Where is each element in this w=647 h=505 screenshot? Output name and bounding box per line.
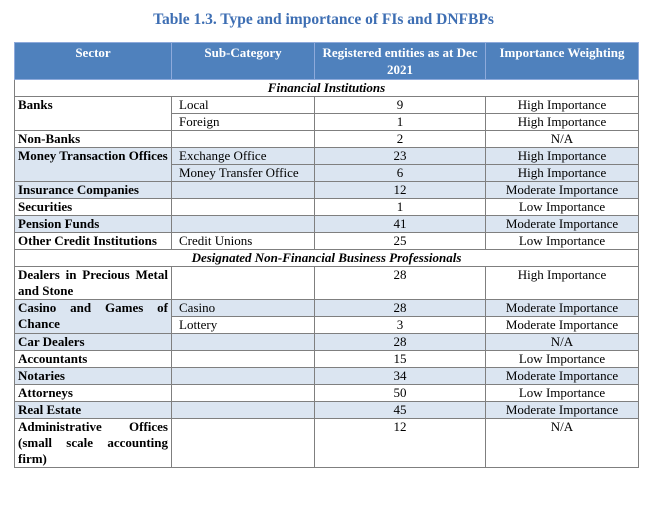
sub-category-cell <box>172 419 315 468</box>
count-cell: 28 <box>315 300 486 317</box>
header-importance-weighting: Importance Weighting <box>486 43 639 80</box>
table-row <box>15 351 639 368</box>
importance-cell: High Importance <box>486 97 639 114</box>
sub-category-cell: Foreign <box>172 114 315 131</box>
sector-cell: Money Transaction Offices <box>15 148 172 182</box>
sector-cell: Securities <box>15 199 172 216</box>
table-row <box>15 216 639 233</box>
sub-category-cell <box>172 199 315 216</box>
table-row <box>15 402 639 419</box>
sub-category-cell <box>172 334 315 351</box>
importance-cell: Moderate Importance <box>486 317 639 334</box>
sector-cell: Other Credit Institutions <box>15 233 172 250</box>
sector-cell: Banks <box>15 97 172 131</box>
table-row <box>15 419 639 468</box>
count-cell: 15 <box>315 351 486 368</box>
table-row <box>15 233 639 250</box>
header-sub-category: Sub-Category <box>172 43 315 80</box>
table-row <box>15 385 639 402</box>
table-row <box>15 131 639 148</box>
sector-cell: Car Dealers <box>15 334 172 351</box>
table-title: Table 1.3. Type and importance of FIs and DNFBPs <box>153 11 494 28</box>
section-label: Financial Institutions <box>15 80 639 97</box>
sub-category-cell: Local <box>172 97 315 114</box>
sector-cell: Notaries <box>15 368 172 385</box>
count-cell: 28 <box>315 267 486 300</box>
sub-category-cell <box>172 216 315 233</box>
importance-cell: N/A <box>486 334 639 351</box>
table-row <box>15 148 639 165</box>
sector-cell: Insurance Companies <box>15 182 172 199</box>
table-row <box>15 334 639 351</box>
importance-cell: Moderate Importance <box>486 368 639 385</box>
count-cell: 28 <box>315 334 486 351</box>
count-cell: 12 <box>315 419 486 468</box>
importance-cell: Moderate Importance <box>486 182 639 199</box>
sector-cell: Non-Banks <box>15 131 172 148</box>
importance-cell: High Importance <box>486 267 639 300</box>
table-row <box>15 97 639 114</box>
count-cell: 45 <box>315 402 486 419</box>
count-cell: 25 <box>315 233 486 250</box>
count-cell: 9 <box>315 97 486 114</box>
sub-category-cell <box>172 402 315 419</box>
sector-cell: Real Estate <box>15 402 172 419</box>
count-cell: 23 <box>315 148 486 165</box>
count-cell: 1 <box>315 199 486 216</box>
table-row <box>15 267 639 300</box>
importance-cell: Low Importance <box>486 385 639 402</box>
table-row <box>15 199 639 216</box>
sector-cell: Accountants <box>15 351 172 368</box>
importance-cell: Low Importance <box>486 199 639 216</box>
importance-cell: N/A <box>486 419 639 468</box>
sub-category-cell: Casino <box>172 300 315 317</box>
fi-dnfbp-table <box>14 42 639 468</box>
sub-category-cell <box>172 182 315 199</box>
sub-category-cell: Lottery <box>172 317 315 334</box>
importance-cell: High Importance <box>486 114 639 131</box>
sub-category-cell <box>172 267 315 300</box>
importance-cell: N/A <box>486 131 639 148</box>
count-cell: 12 <box>315 182 486 199</box>
section-label: Designated Non-Financial Business Professionals <box>15 250 639 267</box>
sub-category-cell: Money Transfer Office <box>172 165 315 182</box>
sector-cell: Casino and Games of Chance <box>15 300 172 334</box>
sector-cell: Attorneys <box>15 385 172 402</box>
importance-cell: High Importance <box>486 165 639 182</box>
header-registered-entities: Registered entities as at Dec 2021 <box>315 43 486 80</box>
count-cell: 6 <box>315 165 486 182</box>
sub-category-cell <box>172 368 315 385</box>
header-sector: Sector <box>15 43 172 80</box>
count-cell: 3 <box>315 317 486 334</box>
sub-category-cell <box>172 131 315 148</box>
table-row <box>15 368 639 385</box>
section-row <box>15 250 639 267</box>
sub-category-cell: Credit Unions <box>172 233 315 250</box>
sub-category-cell <box>172 351 315 368</box>
count-cell: 1 <box>315 114 486 131</box>
sector-cell: Dealers in Precious Metal and Stone <box>15 267 172 300</box>
count-cell: 41 <box>315 216 486 233</box>
importance-cell: Moderate Importance <box>486 216 639 233</box>
header-row <box>15 43 639 80</box>
sector-cell: Administrative Offices (small scale accounting firm) <box>15 419 172 468</box>
section-row <box>15 80 639 97</box>
importance-cell: Low Importance <box>486 351 639 368</box>
count-cell: 2 <box>315 131 486 148</box>
count-cell: 50 <box>315 385 486 402</box>
table-row <box>15 182 639 199</box>
importance-cell: High Importance <box>486 148 639 165</box>
sub-category-cell: Exchange Office <box>172 148 315 165</box>
sector-cell: Pension Funds <box>15 216 172 233</box>
count-cell: 34 <box>315 368 486 385</box>
importance-cell: Moderate Importance <box>486 402 639 419</box>
sub-category-cell <box>172 385 315 402</box>
importance-cell: Low Importance <box>486 233 639 250</box>
table-row <box>15 300 639 317</box>
importance-cell: Moderate Importance <box>486 300 639 317</box>
